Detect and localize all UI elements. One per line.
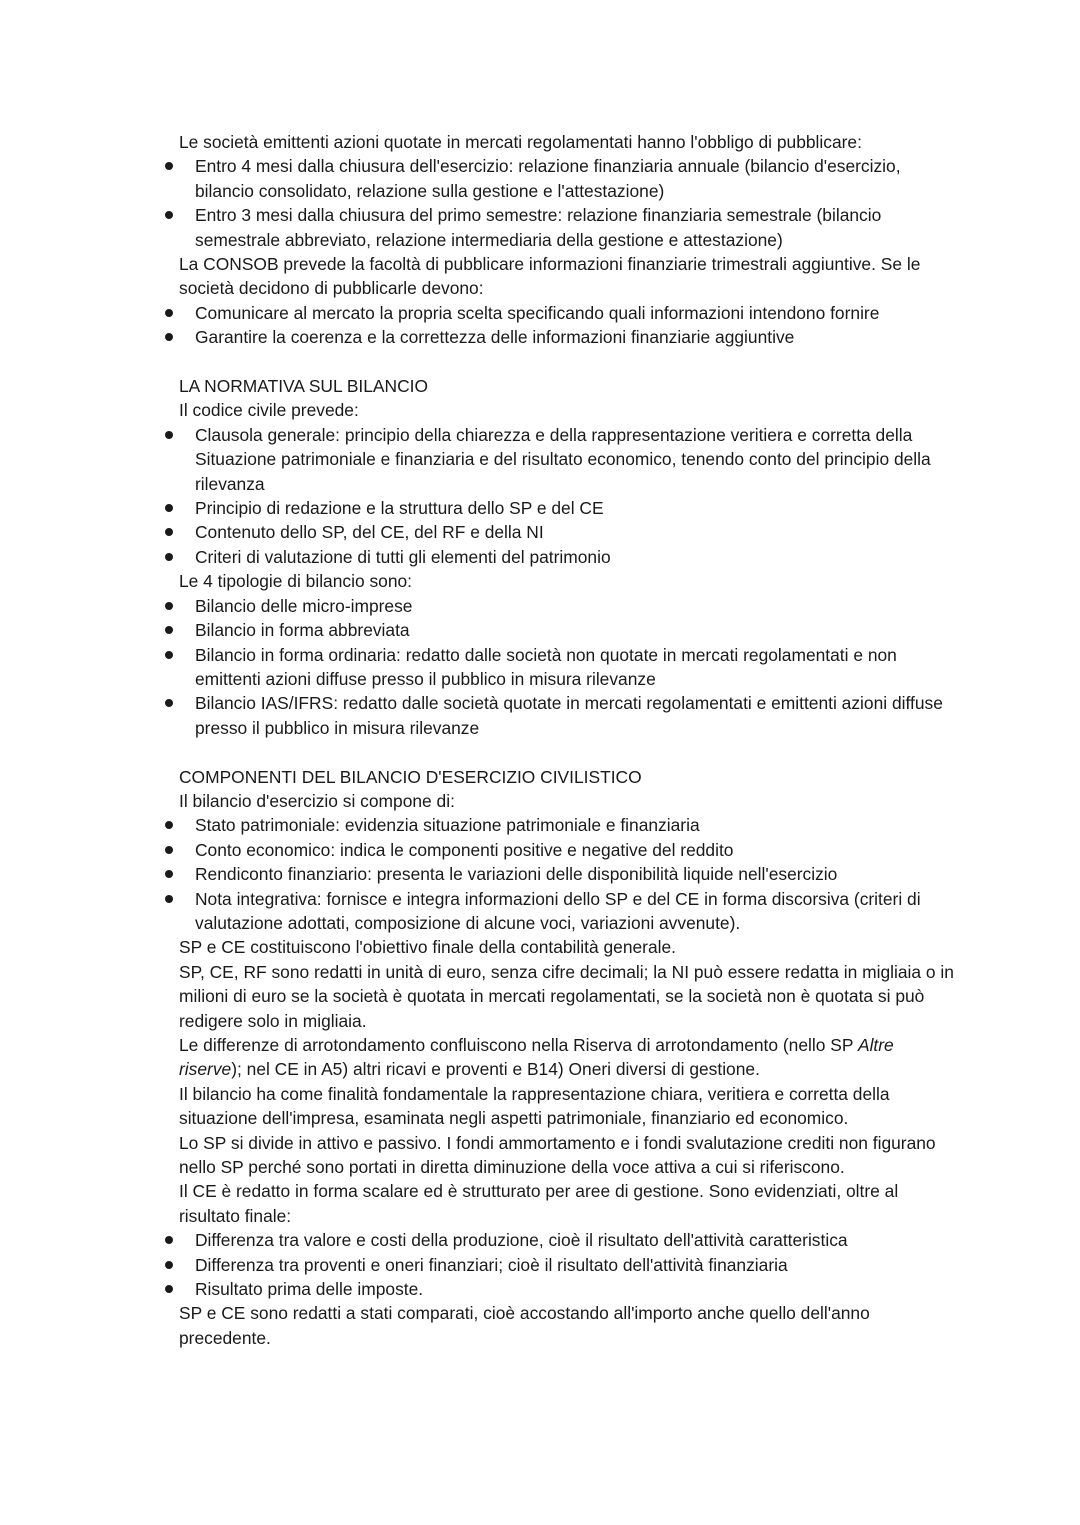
list-item: Bilancio in forma ordinaria: redatto dalle società non quotate in mercati regolamentati e non emittenti azioni diffuse presso il pubblico in misura rilevanze [0,643,1080,692]
codice-civile-intro: Il codice civile prevede: [179,400,359,421]
list-item: Rendiconto finanziario: presenta le variazioni delle disponibilità liquide nell'esercizio [0,862,1080,886]
bullet-icon [165,1285,173,1293]
list-item: Entro 4 mesi dalla chiusura dell'esercizio: relazione finanziaria annuale (bilancio d'esercizio, bilancio consolidato, relazione sulla gestione e l'attestazione) [0,154,1080,203]
bullet-icon [165,821,173,829]
bullet-icon [165,528,173,536]
paragraph-ce-scalare: Il CE è redatto in forma scalare ed è strutturato per aree di gestione. Sono evidenziati, oltre al risultato finale: [179,1181,899,1226]
bullet-icon [165,846,173,854]
obbligo-intro: Le società emittenti azioni quotate in mercati regolamentati hanno l'obbligo di pubblicare: [179,132,862,152]
tipologie-intro: Le 4 tipologie di bilancio sono: [179,571,413,592]
list-item: Differenza tra valore e costi della produzione, cioè il risultato dell'attività caratteristica [0,1228,1080,1252]
bullet-icon [165,626,173,634]
consob-list [0,301,1080,350]
bullet-icon [165,1261,173,1269]
list-item: Principio di redazione e la struttura dello SP e del CE [0,496,1080,520]
bullet-icon [165,895,173,903]
bullet-icon [165,602,173,610]
tipologie-list [0,594,1080,740]
ce-list [0,1228,1080,1301]
bullet-icon [165,431,173,439]
bullet-icon [165,504,173,512]
list-item: Criteri di valutazione di tutti gli elementi del patrimonio [0,545,1080,569]
list-item: Stato patrimoniale: evidenzia situazione patrimoniale e finanziaria [0,813,1080,837]
list-item: Nota integrativa: fornisce e integra informazioni dello SP e del CE in forma discorsiva (criteri di valutazione adottati, composizione di alcune voci, variazioni avvenute). [0,887,1080,936]
spacer [0,740,1080,764]
list-item: Risultato prima delle imposte. [0,1277,1080,1301]
spacer [0,350,1080,374]
bullet-icon [165,1236,173,1244]
paragraph-sp-attivo-passivo: Lo SP si divide in attivo e passivo. I fondi ammortamento e i fondi svalutazione crediti non figurano nello SP perché sono portati in diretta diminuzione della voce attiva a cui si riferiscono. [179,1132,936,1178]
bullet-icon [165,162,173,170]
componenti-intro: Il bilancio d'esercizio si compone di: [179,790,455,811]
bullet-icon [165,699,173,707]
consob-paragraph: La CONSOB prevede la facoltà di pubblicare informazioni finanziarie trimestrali aggiuntive. Se le società decidono di pubblicarle devono: [179,254,921,299]
bullet-icon [165,333,173,341]
bullet-icon [165,309,173,317]
list-item: Conto economico: indica le componenti positive e negative del reddito [0,838,1080,862]
section-heading-normativa: LA NORMATIVA SUL BILANCIO [179,376,429,397]
bullet-icon [165,870,173,878]
codice-civile-list [0,423,1080,569]
list-item: Bilancio delle micro-imprese [0,594,1080,618]
bullet-icon [165,553,173,561]
bullet-icon [165,211,173,219]
list-item: Bilancio IAS/IFRS: redatto dalle società quotate in mercati regolamentati e emittenti azioni diffuse presso il pubblico in misura rilevanze [0,691,1080,740]
componenti-list [0,813,1080,935]
list-item: Bilancio in forma abbreviata [0,618,1080,642]
paragraph-unita-euro: SP, CE, RF sono redatti in unità di euro, senza cifre decimali; la NI può essere redatta in migliaia o in milioni di euro se la società è quotata in mercati regolamentati, se la società non è quotata si può redigere solo in migliaia. [179,961,954,1031]
list-item: Differenza tra proventi e oneri finanziari; cioè il risultato dell'attività finanziaria [0,1253,1080,1277]
paragraph-finalita: Il bilancio ha come finalità fondamentale la rappresentazione chiara, veritiera e corretta della situazione dell'impresa, esaminata negli aspetti patrimoniale, finanziario ed economico. [179,1083,890,1129]
bullet-icon [165,651,173,659]
list-item: Clausola generale: principio della chiarezza e della rappresentazione veritiera e corretta della Situazione patrimoniale e finanziaria e del risultato economico, tenendo conto del principio della rilevanza [0,423,1080,496]
list-item: Comunicare al mercato la propria scelta specificando quali informazioni intendono fornire [0,301,1080,325]
paragraph-stati-comparati: SP e CE sono redatti a stati comparati, cioè accostando all'importo anche quello dell'anno precedente. [179,1303,870,1348]
list-item: Garantire la coerenza e la correttezza delle informazioni finanziarie aggiuntive [0,325,1080,349]
paragraph-arrotondamento: Le differenze di arrotondamento confluiscono nella Riserva di arrotondamento (nello SP Altre riserve); nel CE in A5) altri ricavi e proventi e B14) Oneri diversi di gestione. [179,1035,894,1080]
document-page [0,130,1080,1350]
list-item: Entro 3 mesi dalla chiusura del primo semestre: relazione finanziaria semestrale (bilancio semestrale abbreviato, relazione intermediaria della gestione e attestazione) [0,203,1080,252]
section-heading-componenti: COMPONENTI DEL BILANCIO D'ESERCIZIO CIVILISTICO [179,766,642,787]
list-item: Contenuto dello SP, del CE, del RF e della NI [0,520,1080,544]
paragraph-obiettivo: SP e CE costituiscono l'obiettivo finale della contabilità generale. [179,937,677,958]
obbligo-list [0,154,1080,252]
